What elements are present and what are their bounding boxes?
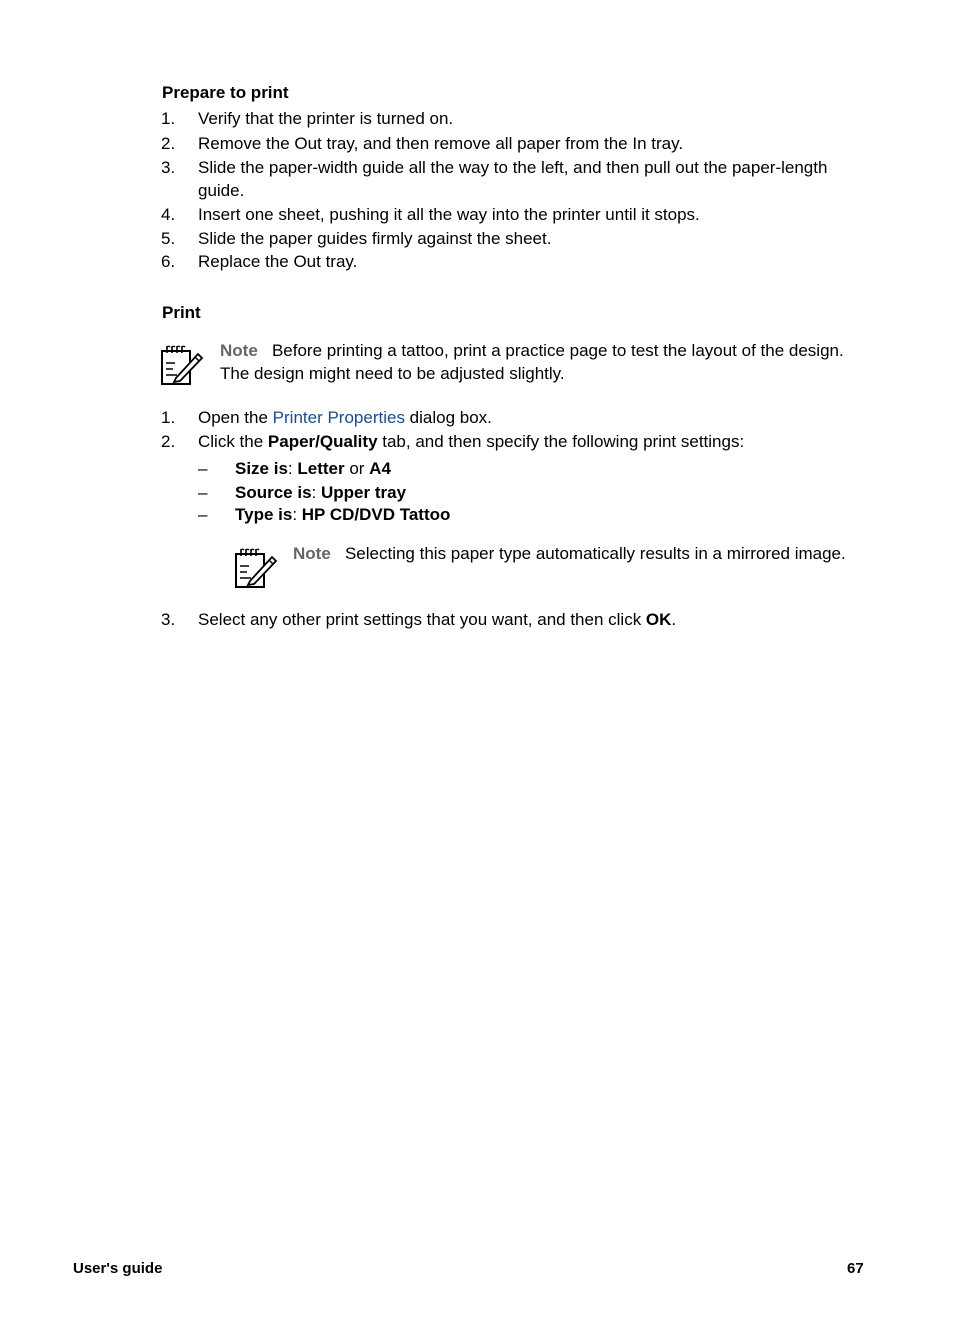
step-number: 4. xyxy=(161,205,176,224)
setting-sep: : xyxy=(287,459,298,478)
list-dash: – xyxy=(198,459,208,478)
setting-sep: : xyxy=(292,505,302,524)
step-number: 2. xyxy=(161,432,176,451)
step-text-prefix: Click the xyxy=(198,432,268,451)
setting-label: Type is xyxy=(235,505,293,524)
ok-button-name: OK xyxy=(645,610,672,629)
setting-value: HP CD/DVD Tattoo xyxy=(301,505,451,524)
step-number: 5. xyxy=(161,229,176,248)
step-text: Slide the paper-width guide all the way to the left, and then pull out the paper-length guide. xyxy=(198,158,828,200)
setting-type xyxy=(235,503,450,526)
list-dash: – xyxy=(198,505,208,524)
step-text xyxy=(198,608,878,631)
setting-sep: : xyxy=(311,483,321,502)
step-text-suffix: . xyxy=(671,610,677,629)
step-number: 1. xyxy=(161,408,176,427)
setting-source xyxy=(235,481,406,504)
note-text: Before printing a tattoo, print a practice page to test the layout of the design. The design might need to be adjusted slightly. xyxy=(220,341,844,383)
setting-value: Letter xyxy=(297,459,345,478)
step-text: Replace the Out tray. xyxy=(198,252,358,271)
step-text: Slide the paper guides firmly against the sheet. xyxy=(198,229,552,248)
note-pencil-icon xyxy=(234,547,278,589)
section-heading-prepare: Prepare to print xyxy=(162,83,289,102)
setting-value: Upper tray xyxy=(321,483,407,502)
note-label: Note xyxy=(293,544,331,563)
step-text: Verify that the printer is turned on. xyxy=(198,109,454,128)
note-pencil-icon xyxy=(160,344,204,386)
note-text: Selecting this paper type automatically results in a mirrored image. xyxy=(344,544,846,563)
step-number: 3. xyxy=(161,158,176,177)
setting-label: Size is xyxy=(235,459,288,478)
step-number: 6. xyxy=(161,252,176,271)
step-number: 2. xyxy=(161,134,176,153)
note-label: Note xyxy=(220,341,258,360)
footer-guide-title: User's guide xyxy=(73,1260,163,1277)
printer-properties-link[interactable]: Printer Properties xyxy=(272,408,405,427)
step-text-suffix: dialog box. xyxy=(404,408,492,427)
setting-or: or xyxy=(344,459,370,478)
step-number: 1. xyxy=(161,109,176,128)
section-heading-print: Print xyxy=(162,303,201,322)
note-box xyxy=(293,542,863,565)
step-text-prefix: Select any other print settings that you want, and then click xyxy=(198,610,646,629)
step-text xyxy=(198,430,878,453)
step-text-suffix: tab, and then specify the following print settings: xyxy=(377,432,745,451)
step-text: Remove the Out tray, and then remove all paper from the In tray. xyxy=(198,134,684,153)
step-text: Insert one sheet, pushing it all the way into the printer until it stops. xyxy=(198,205,700,224)
setting-value-alt: A4 xyxy=(369,459,391,478)
list-dash: – xyxy=(198,483,208,502)
setting-size xyxy=(235,457,391,480)
page-number: 67 xyxy=(847,1260,864,1277)
step-text-prefix: Open the xyxy=(198,408,273,427)
step-number: 3. xyxy=(161,610,176,629)
step-text xyxy=(198,406,878,429)
setting-label: Source is xyxy=(235,483,312,502)
paper-quality-tab-name: Paper/Quality xyxy=(267,432,378,451)
note-box xyxy=(220,339,860,385)
